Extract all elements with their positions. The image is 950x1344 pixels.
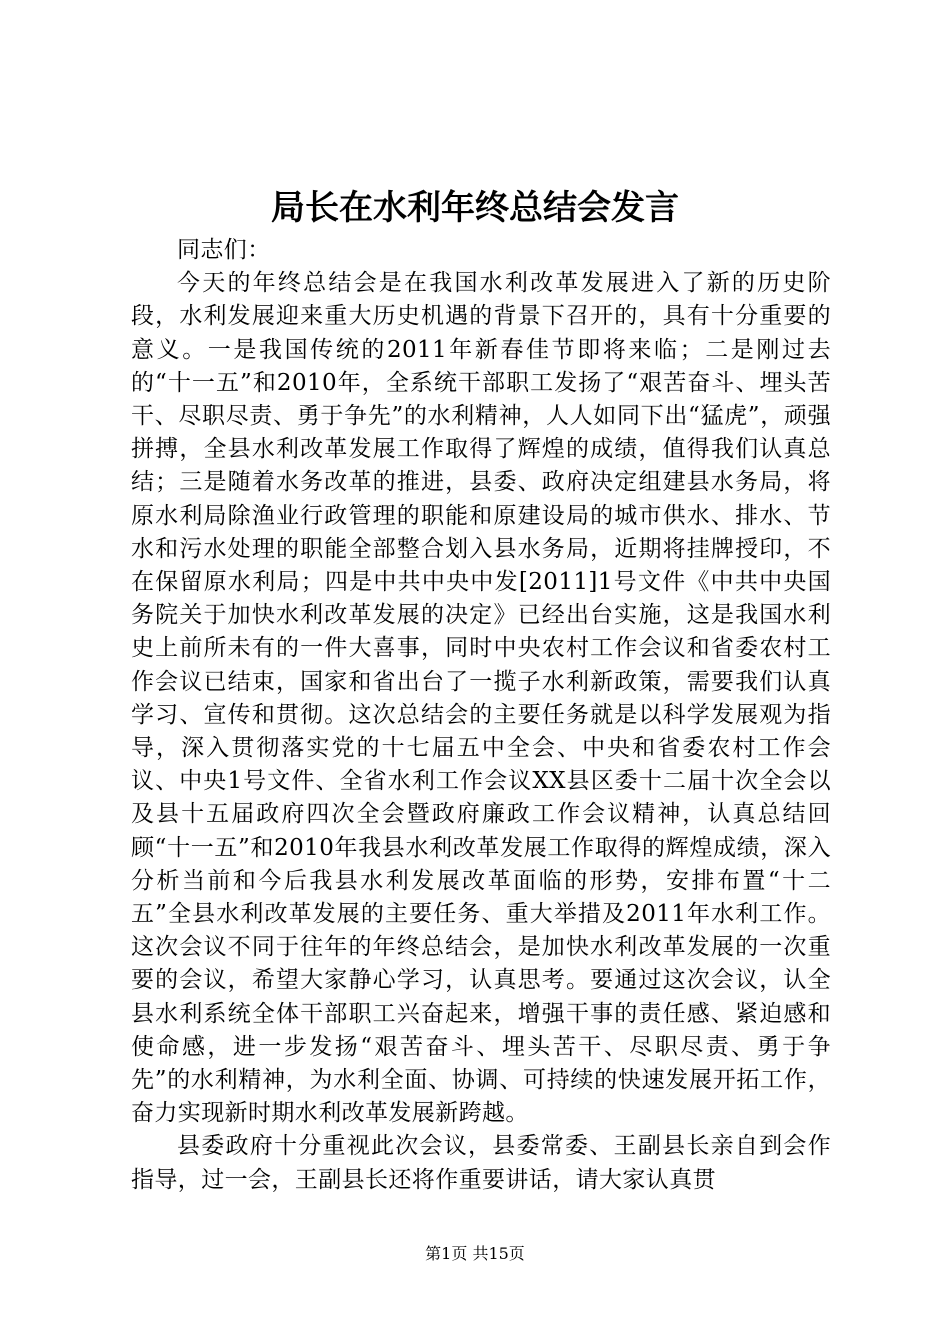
body-paragraph-1: 今天的年终总结会是在我国水利改革发展进入了新的历史阶段，水利发展迎来重大历史机遇的背景下召开的，具有十分重要的意义。一是我国传统的2011年新春佳节即将来临；二是刚过去的“十一五”和2010年，全系统干部职工发扬了“艰苦奋斗、埋头苦干、尽职尽责、勇于争先”的水利精神，人人如同下出“猛虎”，顽强拼搏，全县水利改革发展工作取得了辉煌的成绩，值得我们认真总结；三是随着水务改革的推进，县委、政府决定组建县水务局，将原水利局除渔业行政管理的职能和原建设局的城市供水、排水、节水和污水处理的职能全部整合划入县水务局，近期将挂牌授印，不在保留原水利局；四是中共中央中发[2011]1号文件《中共中央国务院关于加快水利改革发展的决定》已经出台实施，这是我国水利史上前所未有的一件大喜事，同时中央农村工作会议和省委农村工作会议已结束，国家和省出台了一揽子水利新政策，需要我们认真学习、宣传和贯彻。这次总结会的主要任务就是以科学发展观为指导，深入贯彻落实党的十七届五中全会、中央和省委农村工作会议、中央1号文件、全省水利工作会议XX县区委十二届十次全会以及县十五届政府四次全会暨政府廉政工作会议精神，认真总结回顾“十一五”和2010年我县水利改革发展工作取得的辉煌成绩，深入分析当前和今后我县水利发展改革面临的形势，安排布置“十二五”全县水利改革发展的主要任务、重大举措及2011年水利工作。这次会议不同于往年的年终总结会，是加快水利改革发展的一次重要的会议，希望大家静心学习，认真思考。要通过这次会议，认全县水利系统全体干部职工兴奋起来，增强干事的责任感、紧迫感和使命感，进一步发扬“艰苦奋斗、埋头苦干、尽职尽责、勇于争先”的水利精神，为水利全面、协调、可持续的快速发展开拓工作，奋力实现新时期水利改革发展新跨越。 bbox=[131, 270, 831, 1127]
document-body bbox=[131, 234, 831, 1197]
document-title: 局长在水利年终总结会发言 bbox=[271, 188, 679, 228]
body-paragraph-2: 县委政府十分重视此次会议，县委常委、王副县长亲自到会作指导，过一会，王副县长还将作重要讲话，请大家认真贯 bbox=[131, 1133, 831, 1193]
salutation-paragraph: 同志们： bbox=[177, 237, 271, 263]
page-number-footer: 第1页 共15页 bbox=[425, 1244, 525, 1263]
